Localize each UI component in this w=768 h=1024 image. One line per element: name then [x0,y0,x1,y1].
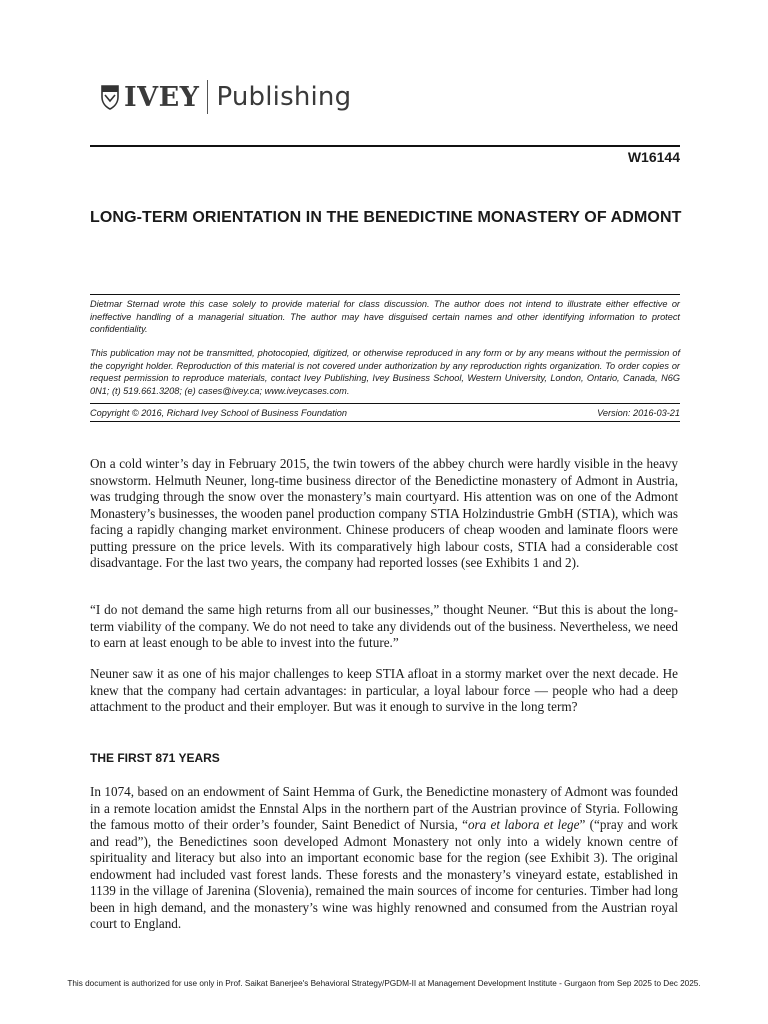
paragraph-3: Neuner saw it as one of his major challenges to keep STIA afloat in a stormy market over the next decade. He knew that the company had certain advantages: in particular, a loyal labour force — people who had a deep attachment to the product and their employer. But was it enough to survive in the long term? [90,666,678,714]
paragraph-4 [90,784,678,933]
latin-motto: ora et labora et lege [467,817,580,832]
section-heading: THE FIRST 871 YEARS [90,751,220,765]
disclaimer-mid-rule [90,403,680,404]
case-title: LONG-TERM ORIENTATION IN THE BENEDICTINE MONASTERY OF ADMONT [90,209,682,226]
version: Version: 2016-03-21 [597,408,680,418]
copyright-line [90,408,680,418]
header-rule [90,145,680,147]
disclaimer-bottom-rule [90,421,680,422]
case-code: W16144 [627,149,680,165]
paragraph-4-part-2: ” (“pray and work and read”), the Benedictines soon developed Admont Monastery not only into a widely known centre of spirituality and literacy but also into an important economic base for the region (see Exhibit 3). The original endowment had included vast forest lands. These forests and the monastery’s vineyard estate, established in 1139 in the village of Jarenina (Slovenia), remained the main sources of income for centuries. Timber had long been in high demand, and the monastery’s wine was highly renowned and consumed from the Austrian royal court to England. [90,817,678,931]
paragraph-2: “I do not demand the same high returns from all our businesses,” thought Neuner. “But this is about the long-term viability of the company. We do not need to take any dividends out of the business. Nevertheless, we need to earn at least enough to be able to invest into the future.” [90,602,678,650]
brand-sub: Publishing [216,82,352,112]
reproduction-note: This publication may not be transmitted, photocopied, digitized, or otherwise reproduced in any form or by any means without the permission of the copyright holder. Reproduction of this material is not covered under authorization by any reproduction rights organization. To order copies or request permission to reproduce materials, contact Ivey Publishing, Ivey Business School, Western University, London, Ontario, Canada, N6G 0N1; (t) 519.661.3208; (e) cases@ivey.ca; www.iveycases.com. [90,348,680,396]
authorship-note: Dietmar Sternad wrote this case solely to provide material for class discussion. The author does not intend to illustrate either effective or ineffective handling of a managerial situation. The author may have disguised certain names and other identifying information to protect confidentiality. [90,299,680,335]
authorization-footer: This document is authorized for use only in Prof. Saikat Banerjee's Behavioral Strategy/PGDM-II at Management Development Institute - Gurgaon from Sep 2025 to Dec 2025. [67,979,701,988]
disclaimer-top-rule [90,294,680,295]
shield-icon [100,84,120,110]
paragraph-4-part-1: In 1074, based on an endowment of Saint Hemma of Gurk, the Benedictine monastery of Admont was founded in a remote location amidst the Ennstal Alps in the northern part of the Austrian province of Styria. Following the famous motto of their order’s founder, Saint Benedict of Nursia, “ [90,784,678,832]
copyright: Copyright © 2016, Richard Ivey School of Business Foundation [90,408,348,418]
logo-divider [207,80,208,114]
paragraph-1: On a cold winter’s day in February 2015, the twin towers of the abbey church were hardly visible in the heavy snowstorm. Helmuth Neuner, long-time business director of the Benedictine monastery of Admont in Austria, was trudging through the snow over the monastery’s main courtyard. His attention was on one of the Admont Monastery’s businesses, the wooden panel production company STIA Holzindustrie GmbH (STIA), which was facing a rapidly changing market environment. Chinese producers of cheap wooden and laminate floors were putting pressure on the price levels. With its comparatively high labour costs, STIA had a considerable cost disadvantage. For the last two years, the company had reported losses (see Exhibits 1 and 2). [90,456,678,570]
brand-name: IVEY [124,81,200,113]
ivey-publishing-logo [100,74,351,120]
